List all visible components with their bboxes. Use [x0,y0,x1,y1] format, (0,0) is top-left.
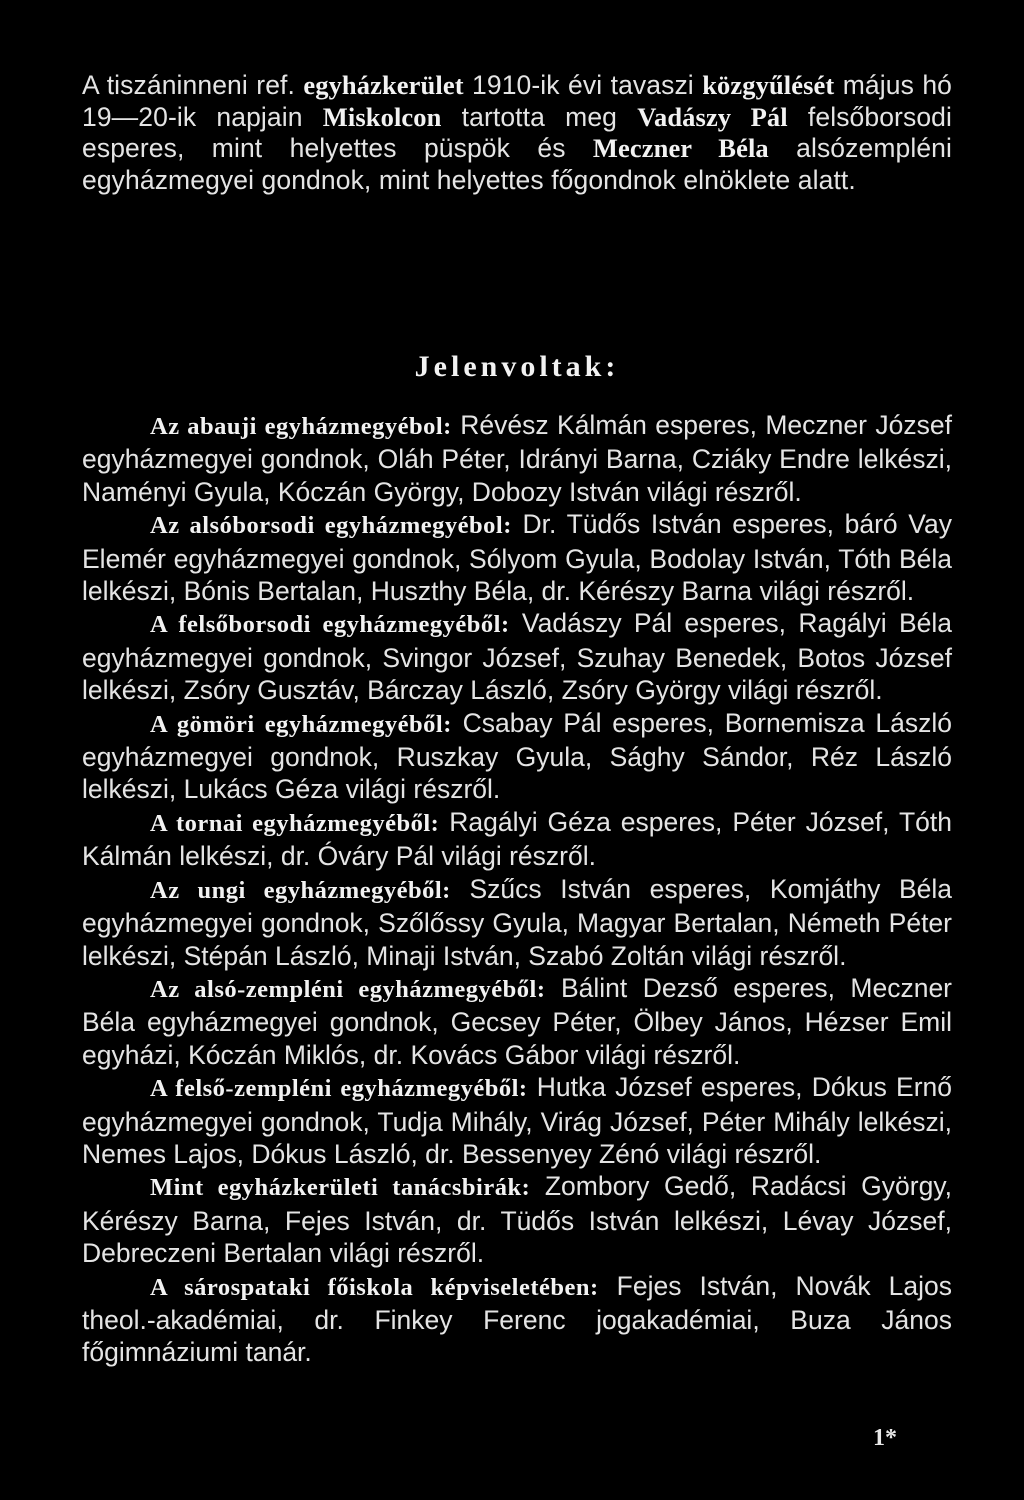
entry-text: Ragályi Géza esperes, Péter József, Tóth Kálmán lelkészi, dr. Óváry Pál világi részről. [82,806,952,872]
entry-text: Zombory Gedő, Radácsi György, Kérészy Barna, Fejes István, dr. Tüdős István lelkészi, Lévay József, Debreczeni Bertalan világi részről. [82,1171,952,1269]
entry-label: A felső-zempléni egyházmegyéből: [150,1075,528,1103]
intro-bold: Miskolcon [322,101,442,132]
entry-tanacsbirak [82,1170,952,1269]
entry-text: Hutka József esperes, Dókus Ernő egyházmegyei gondnok, Tudja Mihály, Virág József, Péter Mihály lelkészi, Nemes Lajos, Dókus László, dr. Bessenyey Zénó világi részről. [82,1072,952,1169]
entry-label: A sárospataki főiskola képviseletében: [150,1273,599,1301]
entry-label: Az alsó-zempléni egyházmegyéből: [150,975,546,1003]
entry-text: Bálint Dezső esperes, Meczner Béla egyházmegyei gondnok, Gecsey Péter, Ölbey János, Hézser Emil egyházi, Kóczán Miklós, dr. Kovács Gábor világi részről. [82,972,953,1070]
entry-gomor [82,707,952,806]
attendee-list [82,409,952,1369]
intro-text: felsőborsodi esperes, mint helyettes püspök és [82,101,952,164]
intro-text: május hó 19—20-ik napjain [82,70,952,132]
entry-label: A felsőborsodi egyházmegyéből: [150,611,510,639]
entry-label: A tornai egyházmegyéből: [150,809,440,837]
intro-text: A tiszáninneni ref. [82,70,304,100]
intro-text: tartotta meg [441,101,638,132]
entry-text: Fejes István, Novák Lajos theol.-akadémiai, dr. Finkey Ferenc jogakadémiai, Buza János főgimnáziumi tanár. [82,1270,952,1368]
intro-text: alsózempléni egyházmegyei gondnok, mint helyettes főgondnok elnöklete alatt. [82,133,952,195]
intro-bold: közgyűlését [702,70,835,100]
entry-text: Dr. Tüdős István esperes, báró Vay Elemér egyházmegyei gondnok, Sólyom Gyula, Bodolay István, Tóth Béla lelkészi, Bónis Bertalan, Huszthy Béla, dr. Kérészy Barna világi részről. [82,509,953,607]
intro-bold: Meczner Béla [592,133,769,164]
entry-felsoborsod [82,607,952,706]
entry-label: A gömöri egyházmegyéből: [150,710,452,738]
entry-alsoborsod [82,508,952,607]
entry-abauj [82,409,952,508]
entry-ung [82,873,952,972]
intro-bold: egyházkerület [303,70,464,100]
entry-text: Szűcs István esperes, Komjáthy Béla egyházmegyei gondnok, Szőlőssy Gyula, Magyar Bertalan, Németh Péter lelkészi, Stépán László, Minaji István, Szabó Zoltán világi részről. [82,873,953,971]
entry-text: Révész Kálmán esperes, Meczner József egyházmegyei gondnok, Oláh Péter, Idrányi Barna, Cziáky Endre lelkészi, Naményi Gyula, Kóczán György, Dobozy István világi részről. [82,410,952,507]
intro-text: 1910-ik évi tavaszi [463,70,703,100]
entry-label: Mint egyházkerületi tanácsbirák: [150,1174,531,1202]
section-heading: Jelenvoltak: [414,350,620,383]
entry-felsozemplen [82,1071,952,1170]
entry-label: Az ungi egyházmegyéből: [150,876,451,904]
entry-label: Az abauji egyházmegyébol: [150,413,452,440]
entry-sarospatak [82,1270,952,1369]
entry-text: Csabay Pál esperes, Bornemisza László egyházmegyei gondnok, Ruszkay Gyula, Sághy Sándor, Réz László lelkészi, Lukács Géza világi részről. [82,707,952,805]
intro-bold: Vadászy Pál [637,101,788,132]
intro-paragraph [82,70,952,196]
entry-text: Vadászy Pál esperes, Ragályi Béla egyházmegyei gondnok, Svingor József, Szuhay Benedek, Botos József lelkészi, Zsóry Gusztáv, Bárczay László, Zsóry György világi részről. [82,608,952,706]
entry-torna [82,806,952,873]
document-page [82,70,953,1368]
entry-alsozemplen [82,972,952,1071]
page-number: 1* [873,1425,897,1451]
entry-label: Az alsóborsodi egyházmegyébol: [150,512,512,540]
